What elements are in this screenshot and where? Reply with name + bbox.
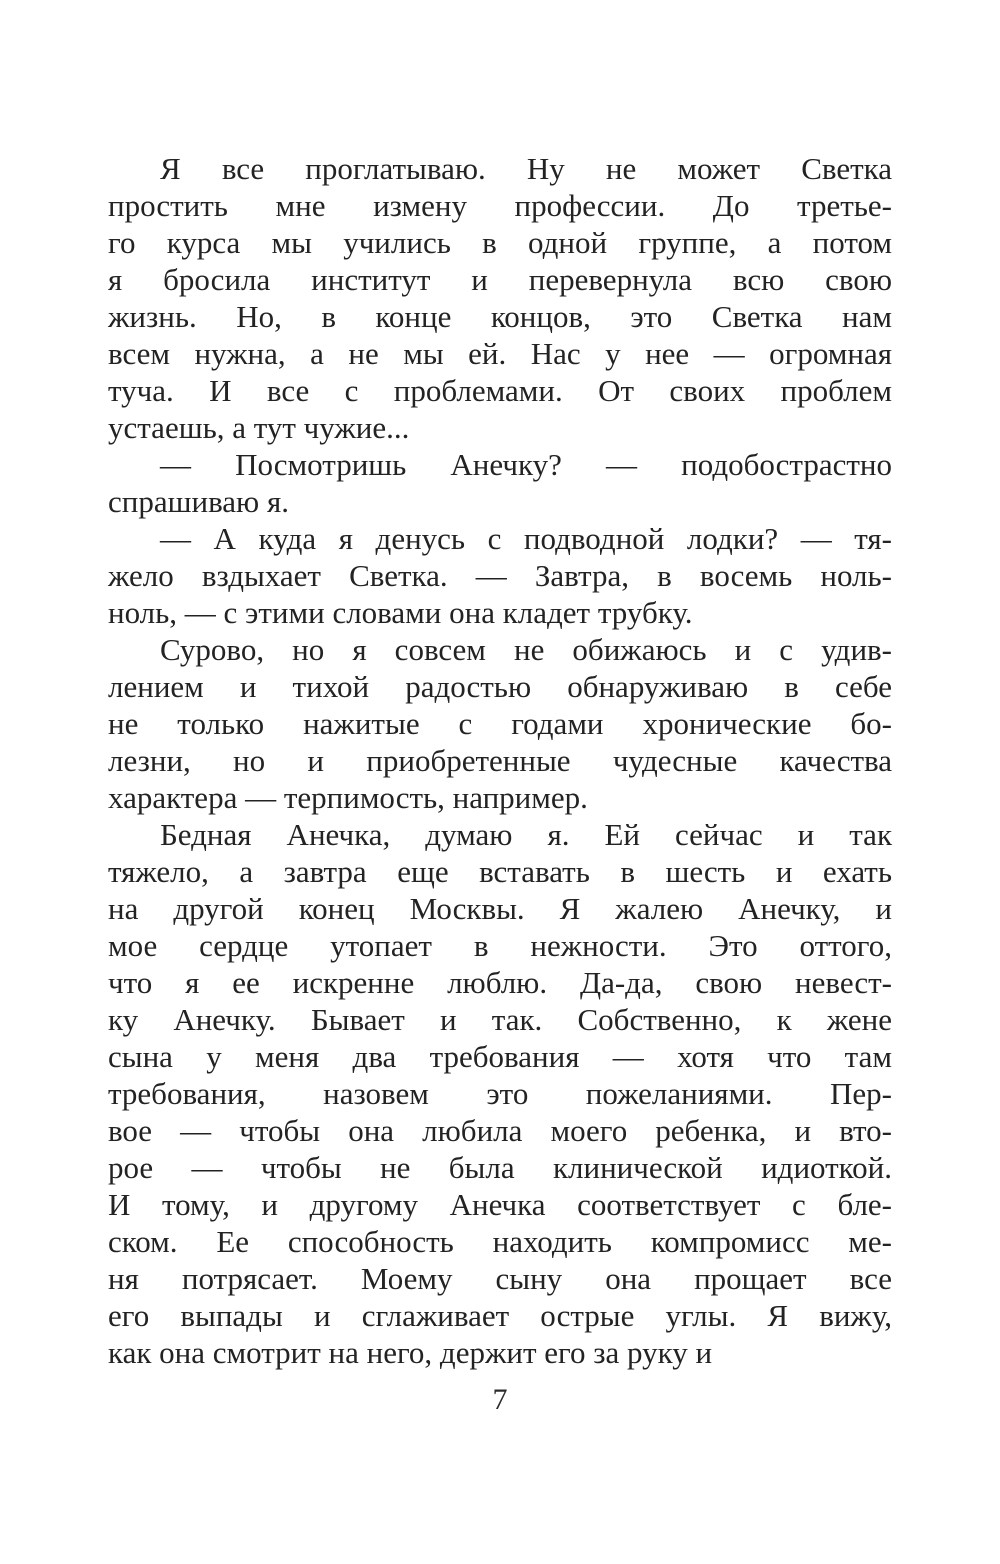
text-line: — А куда я денусь с подводной лодки? — тя- — [160, 521, 892, 556]
text-line: на другой конец Москвы. Я жалею Анечку, и — [108, 891, 892, 926]
text-line: всем нужна, а не мы ей. Нас у нее — огромная — [108, 336, 892, 371]
text-line: спрашиваю я. — [108, 484, 289, 519]
text-line: — Посмотришь Анечку? — подобострастно — [160, 447, 892, 482]
paragraph — [108, 816, 892, 1371]
paragraph — [108, 520, 892, 631]
text-line: что я ее искренне люблю. Да-да, свою невест- — [108, 965, 892, 1000]
page-number: 7 — [492, 1383, 508, 1416]
text-line: я бросила институт и перевернула всю свою — [108, 262, 892, 297]
text-line: тяжело, а завтра еще вставать в шесть и ехать — [108, 854, 892, 889]
text-line: как она смотрит на него, держит его за руку и — [108, 1335, 713, 1370]
text-line: ку Анечку. Бывает и так. Собственно, к жене — [108, 1002, 892, 1037]
text-line: устаешь, а тут чужие... — [108, 410, 410, 445]
text-line: Сурово, но я совсем не обижаюсь и с удив- — [160, 632, 892, 667]
text-line: ском. Ее способность находить компромисс ме- — [108, 1224, 892, 1259]
text-line: Я все проглатываю. Ну не может Светка — [160, 151, 892, 186]
text-line: рое — чтобы не была клинической идиоткой. — [108, 1150, 892, 1185]
text-line: жело вздыхает Светка. — Завтра, в восемь ноль- — [108, 558, 892, 593]
text-line: жизнь. Но, в конце концов, это Светка нам — [108, 299, 892, 334]
text-line: требования, назовем это пожеланиями. Пер- — [108, 1076, 892, 1111]
paragraph — [108, 631, 892, 816]
text-line: ня потрясает. Моему сыну она прощает все — [108, 1261, 892, 1296]
text-line: не только нажитые с годами хронические бо- — [108, 706, 892, 741]
text-line: простить мне измену профессии. До третье- — [108, 188, 892, 223]
text-line: Бедная Анечка, думаю я. Ей сейчас и так — [160, 817, 892, 852]
paragraph — [108, 150, 892, 446]
text-line: лением и тихой радостью обнаруживаю в себе — [108, 669, 892, 704]
text-line: го курса мы учились в одной группе, а потом — [108, 225, 892, 260]
text-line: ноль, — с этими словами она кладет трубку. — [108, 595, 693, 630]
text-block — [108, 150, 892, 1371]
text-line: лезни, но и приобретенные чудесные качества — [108, 743, 892, 778]
text-line: сына у меня два требования — хотя что там — [108, 1039, 892, 1074]
text-line: мое сердце утопает в нежности. Это оттого, — [108, 928, 892, 963]
paragraph — [108, 446, 892, 520]
text-line: И тому, и другому Анечка соответствует с бле- — [108, 1187, 892, 1222]
text-line: характера — терпимость, например. — [108, 780, 588, 815]
text-line: вое — чтобы она любила моего ребенка, и вто- — [108, 1113, 892, 1148]
text-line: туча. И все с проблемами. От своих проблем — [108, 373, 892, 408]
text-line: его выпады и сглаживает острые углы. Я вижу, — [108, 1298, 892, 1333]
